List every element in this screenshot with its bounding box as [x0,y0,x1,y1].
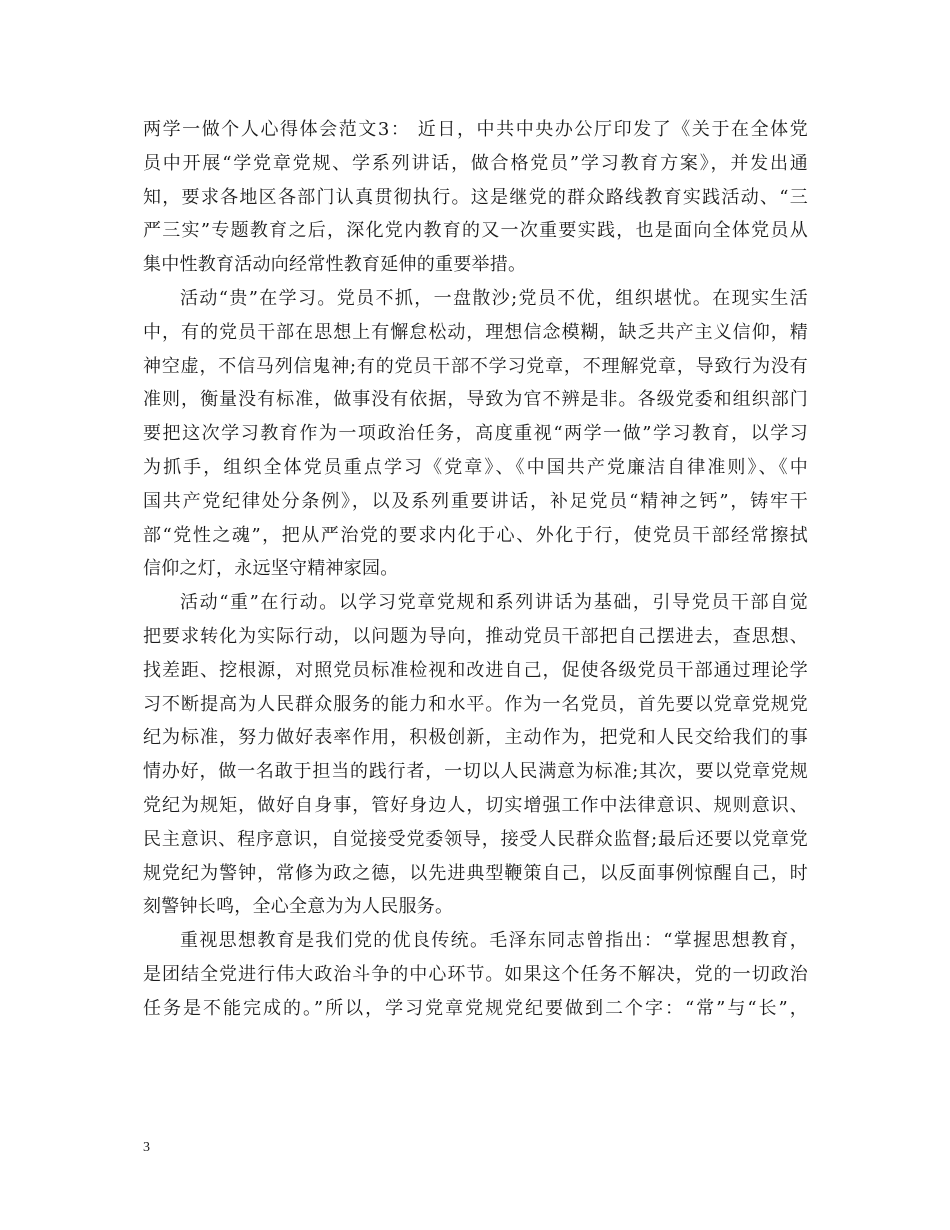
text-line: 两学一做个人心得体会范文3： 近日，中共中央办公厅印发了《关于在全体党 [143,119,808,140]
document-body [143,113,808,1026]
text-line: 准则，衡量没有标准，做事没有依据，导致为官不辨是非。各级党委和组织部门 [143,389,808,411]
text-line: 把要求转化为实际行动，以问题为导向，推动党员干部把自己摆进去，查思想、 [143,625,808,647]
text-line: 严三实”专题教育之后，深化党内教育的又一次重要实践，也是面向全体党员从 [143,220,808,242]
text-line: 活动“重”在行动。以学习党章党规和系列讲话为基础，引导党员干部自觉 [180,592,808,614]
text-line: 国共产党纪律处分条例》，以及系列重要讲话，补足党员“精神之钙”，铸牢干 [143,490,808,512]
text-line: 纪为标准，努力做好表率作用，积极创新，主动作为，把党和人民交给我们的事 [143,727,808,749]
text-line: 是团结全党进行伟大政治斗争的中心环节。如果这个任务不解决，党的一切政治 [143,963,808,985]
text-line: 要把这次学习教育作为一项政治任务，高度重视“两学一做”学习教育，以学习 [143,423,808,445]
text-line: 员中开展“学党章党规、学系列讲话，做合格党员”学习教育方案》，并发出通 [143,152,808,174]
text-line: 刻警钟长鸣，全心全意为为人民服务。 [143,896,454,918]
text-line: 中，有的党员干部在思想上有懈怠松动，理想信念模糊，缺乏共产主义信仰，精 [143,321,808,343]
text-line: 党纪为规矩，做好自身事，管好身边人，切实增强工作中法律意识、规则意识、 [143,794,808,816]
text-line: 习不断提高为人民群众服务的能力和水平。作为一名党员，首先要以党章党规党 [143,693,808,715]
text-line: 规党纪为警钟，常修为政之德，以先进典型鞭策自己，以反面事例惊醒自己，时 [143,862,808,884]
text-line: 活动“贵”在学习。党员不抓，一盘散沙;党员不优，组织堪忧。在现实生活 [180,287,808,309]
text-line: 重视思想教育是我们党的优良传统。毛泽东同志曾指出：“掌握思想教育， [180,930,808,952]
text-line: 集中性教育活动向经常性教育延伸的重要举措。 [143,254,527,276]
text-line: 信仰之灯，永远坚守精神家园。 [143,558,399,580]
text-line: 知，要求各地区各部门认真贯彻执行。这是继党的群众路线教育实践活动、“三 [143,186,808,208]
text-line: 民主意识、程序意识，自觉接受党委领导，接受人民群众监督;最后还要以党章党 [143,828,808,850]
text-line: 为抓手，组织全体党员重点学习《党章》、《中国共产党廉洁自律准则》、《中 [143,456,808,478]
text-line: 任务是不能完成的。”所以，学习党章党规党纪要做到二个字：“常”与“长”， [143,997,808,1019]
text-line: 找差距、挖根源，对照党员标准检视和改进自己，促使各级党员干部通过理论学 [143,659,808,681]
text-line: 部“党性之魂”，把从严治党的要求内化于心、外化于行，使党员干部经常擦拭 [143,524,808,546]
page-number: 3 [143,1140,150,1155]
text-line: 情办好，做一名敢于担当的践行者，一切以人民满意为标准;其次，要以党章党规 [143,761,808,783]
text-line: 神空虚，不信马列信鬼神;有的党员干部不学习党章，不理解党章，导致行为没有 [143,355,808,377]
